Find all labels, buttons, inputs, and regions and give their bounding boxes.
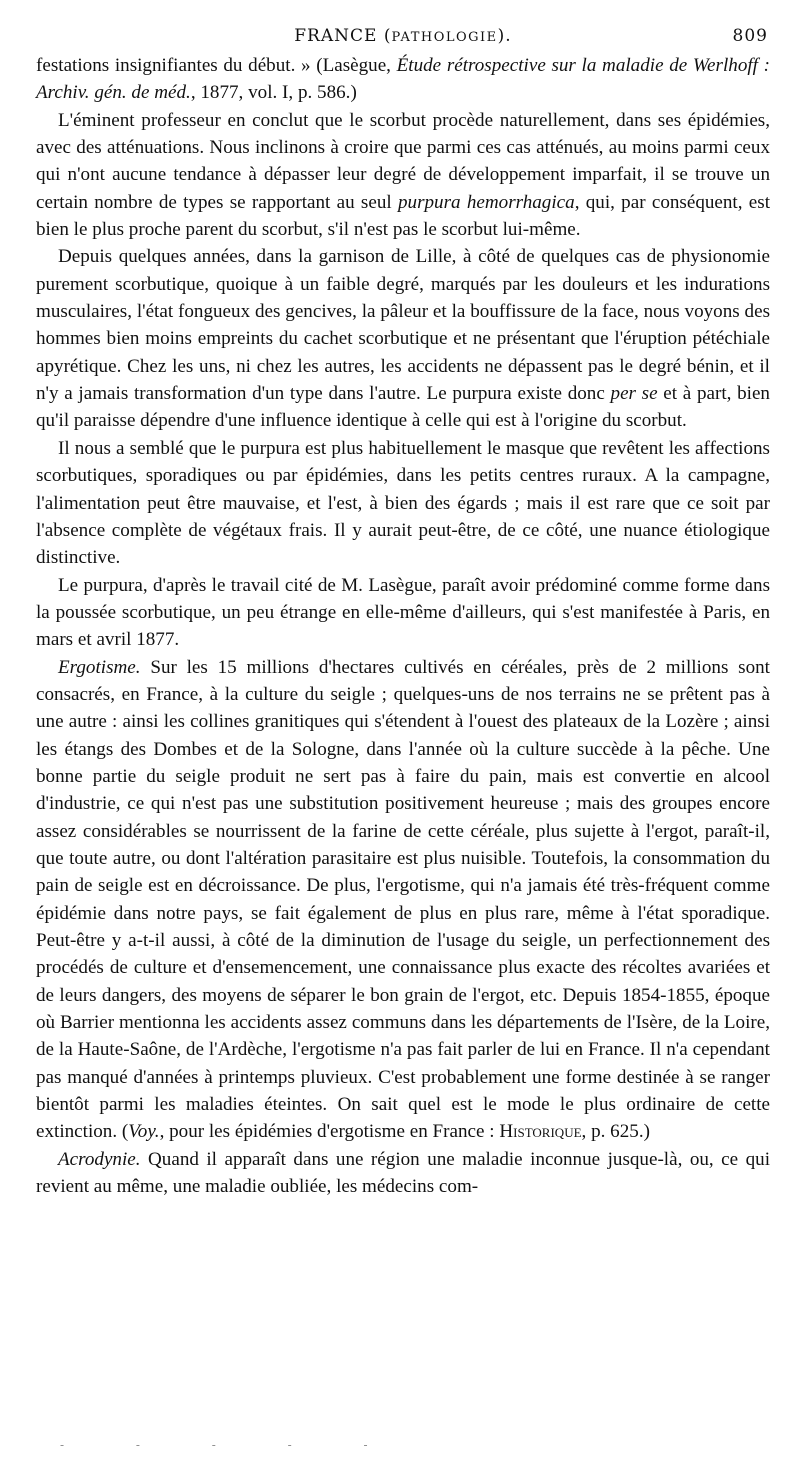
body-text [36, 52, 770, 1200]
text-run: Sur les 15 millions d'hectares cultivés en céréales, près de 2 millions sont consacrés, en France, à la culture du seigle ; quelques-uns de nos terrains ne se prêtent pas à une autre : ainsi les collines granitiques qui s'étendent à l'ouest des plateaux de la Lozère ; ainsi les étangs des Dombes et de la Sologne, dans l'année où la culture succède à la pêche. Une bonne partie du seigle produit ne sert pas à faire du pain, mais est convertie en alcool d'industrie, ce qui n'est pas une substitution positivement heureuse ; mais des groupes encore assez considérables se nourrissent de la farine de cette céréale, plus sujette à l'ergot, paraît-il, que toute autre, ou dont l'altération parasitaire est plus nuisible. Toutefois, la consommation du pain de seigle est en décroissance. De plus, l'ergotisme, qui n'a jamais été très-fréquent comme épidémie dans notre pays, se fait également de plus en plus rare, même à l'état sporadique. Peut-être y a-t-il aussi, à côté de la diminution de l'usage du seigle, un perfectionnement des procédés de culture et d'ensemencement, une connaissance plus exacte des récoltes avariées et de leurs dangers, des moyens de séparer le bon grain de l'ergot, etc. Depuis 1854-1855, époque où Barrier mentionna les accidents assez communs dans les départements de l'Isère, de la Loire, de la Haute-Saône, de l'Ardèche, l'ergotisme n'a pas fait parler de lui en France. Il n'a cependant pas manqué d'années à printemps pluvieux. C'est probablement une forme destinée à se ranger bientôt parmi les maladies éteintes. On sait quel est le mode le plus ordinaire de cette extinction. ( [36, 656, 770, 1143]
italic-text: Ergotisme. [58, 656, 141, 678]
paragraph [36, 1146, 770, 1201]
paragraph [36, 654, 770, 1146]
running-title-end: ). [497, 26, 512, 46]
paragraph [36, 435, 770, 572]
running-title [36, 26, 770, 46]
text-run: et à part, bien qu'il paraisse dépendre d'une influence identique à celle qui est à l'origine du scorbut. [36, 383, 770, 432]
paragraph [36, 572, 770, 654]
text-run: festations insignifiantes du début. » (Lasègue, [36, 55, 397, 76]
paragraph [36, 107, 770, 244]
text-run: Quand il apparaît dans une région une maladie inconnue jusque-là, ou, ce qui revient au même, une maladie oubliée, les médecins com- [36, 1148, 770, 1198]
text-run: , 1877, vol. I, p. 586.) [190, 82, 357, 104]
text-run: L'éminent professeur en conclut que le scorbut procède naturellement, dans ses épidémies, avec des atténuations. Nous inclinons à croire que parmi ces cas atténués, au moins parmi ceux qui n'ont aucune tendance à dépasser leur degré de développement imparfait, il se trouve un certain nombre de types se rapportant au seul [36, 109, 770, 213]
text-run: Depuis quelques années, dans la garnison de Lille, à côté de quelques cas de physionomie purement scorbutique, quoique à un faible degré, marqués par les douleurs et les indurations musculaires, l'état fongueux des gencives, la pâleur et la bouffissure de la face, nous voyons des hommes bien moins empreints du cachet scorbutique et ne présentant que l'éruption pétéchiale apyrétique. Chez les uns, ni chez les autres, les accidents ne dépassent pas le degré bénin, et il n'y a jamais transformation d'un type dans l'autre. Le purpura existe donc [36, 246, 770, 405]
italic-text: Acrodynie. [58, 1148, 141, 1170]
text-run: , p. 625.) [581, 1121, 650, 1143]
paragraph [36, 243, 770, 434]
page-number: 809 [732, 26, 768, 46]
italic-text: Étude rétrospective sur la maladie de Werlhoff : Archiv. gén. de méd. [36, 55, 770, 104]
text-run: Le purpura, d'après le travail cité de M. Lasègue, paraît avoir prédominé comme forme dans la poussée scorbutique, un peu étrange en elle-même d'ailleurs, qui s'est manifestée à Paris, en mars et avril 1877. [36, 574, 770, 651]
italic-text: purpura hemorrhagica [397, 191, 575, 213]
footer-printer-marks: - - - - - [60, 1438, 402, 1452]
italic-text: per se [610, 383, 658, 405]
text-run: , pour les épidémies d'ergotisme en France : [159, 1121, 500, 1143]
running-title-small-caps: PATHOLOGIE [391, 30, 498, 45]
text-run: , qui, par conséquent, est bien le plus proche parent du scorbut, s'il n'est pas le scorbut lui-même. [36, 191, 770, 241]
italic-text: Voy. [128, 1121, 160, 1143]
small-caps-text: Historique [499, 1121, 582, 1143]
text-run: Il nous a semblé que le purpura est plus habituellement le masque que revêtent les affections scorbutiques, sporadiques ou par épidémies, dans les petits centres ruraux. A la campagne, l'alimentation peut être mauvaise, et l'est, à bien des égards ; mais il est rare que ce soit par l'absence complète de végétaux frais. Il y aurait peut-être, de ce côté, une nuance étiologique distinctive. [36, 437, 770, 569]
running-title-main: FRANCE ( [294, 26, 392, 46]
paragraph [36, 52, 770, 107]
running-head [36, 26, 770, 52]
